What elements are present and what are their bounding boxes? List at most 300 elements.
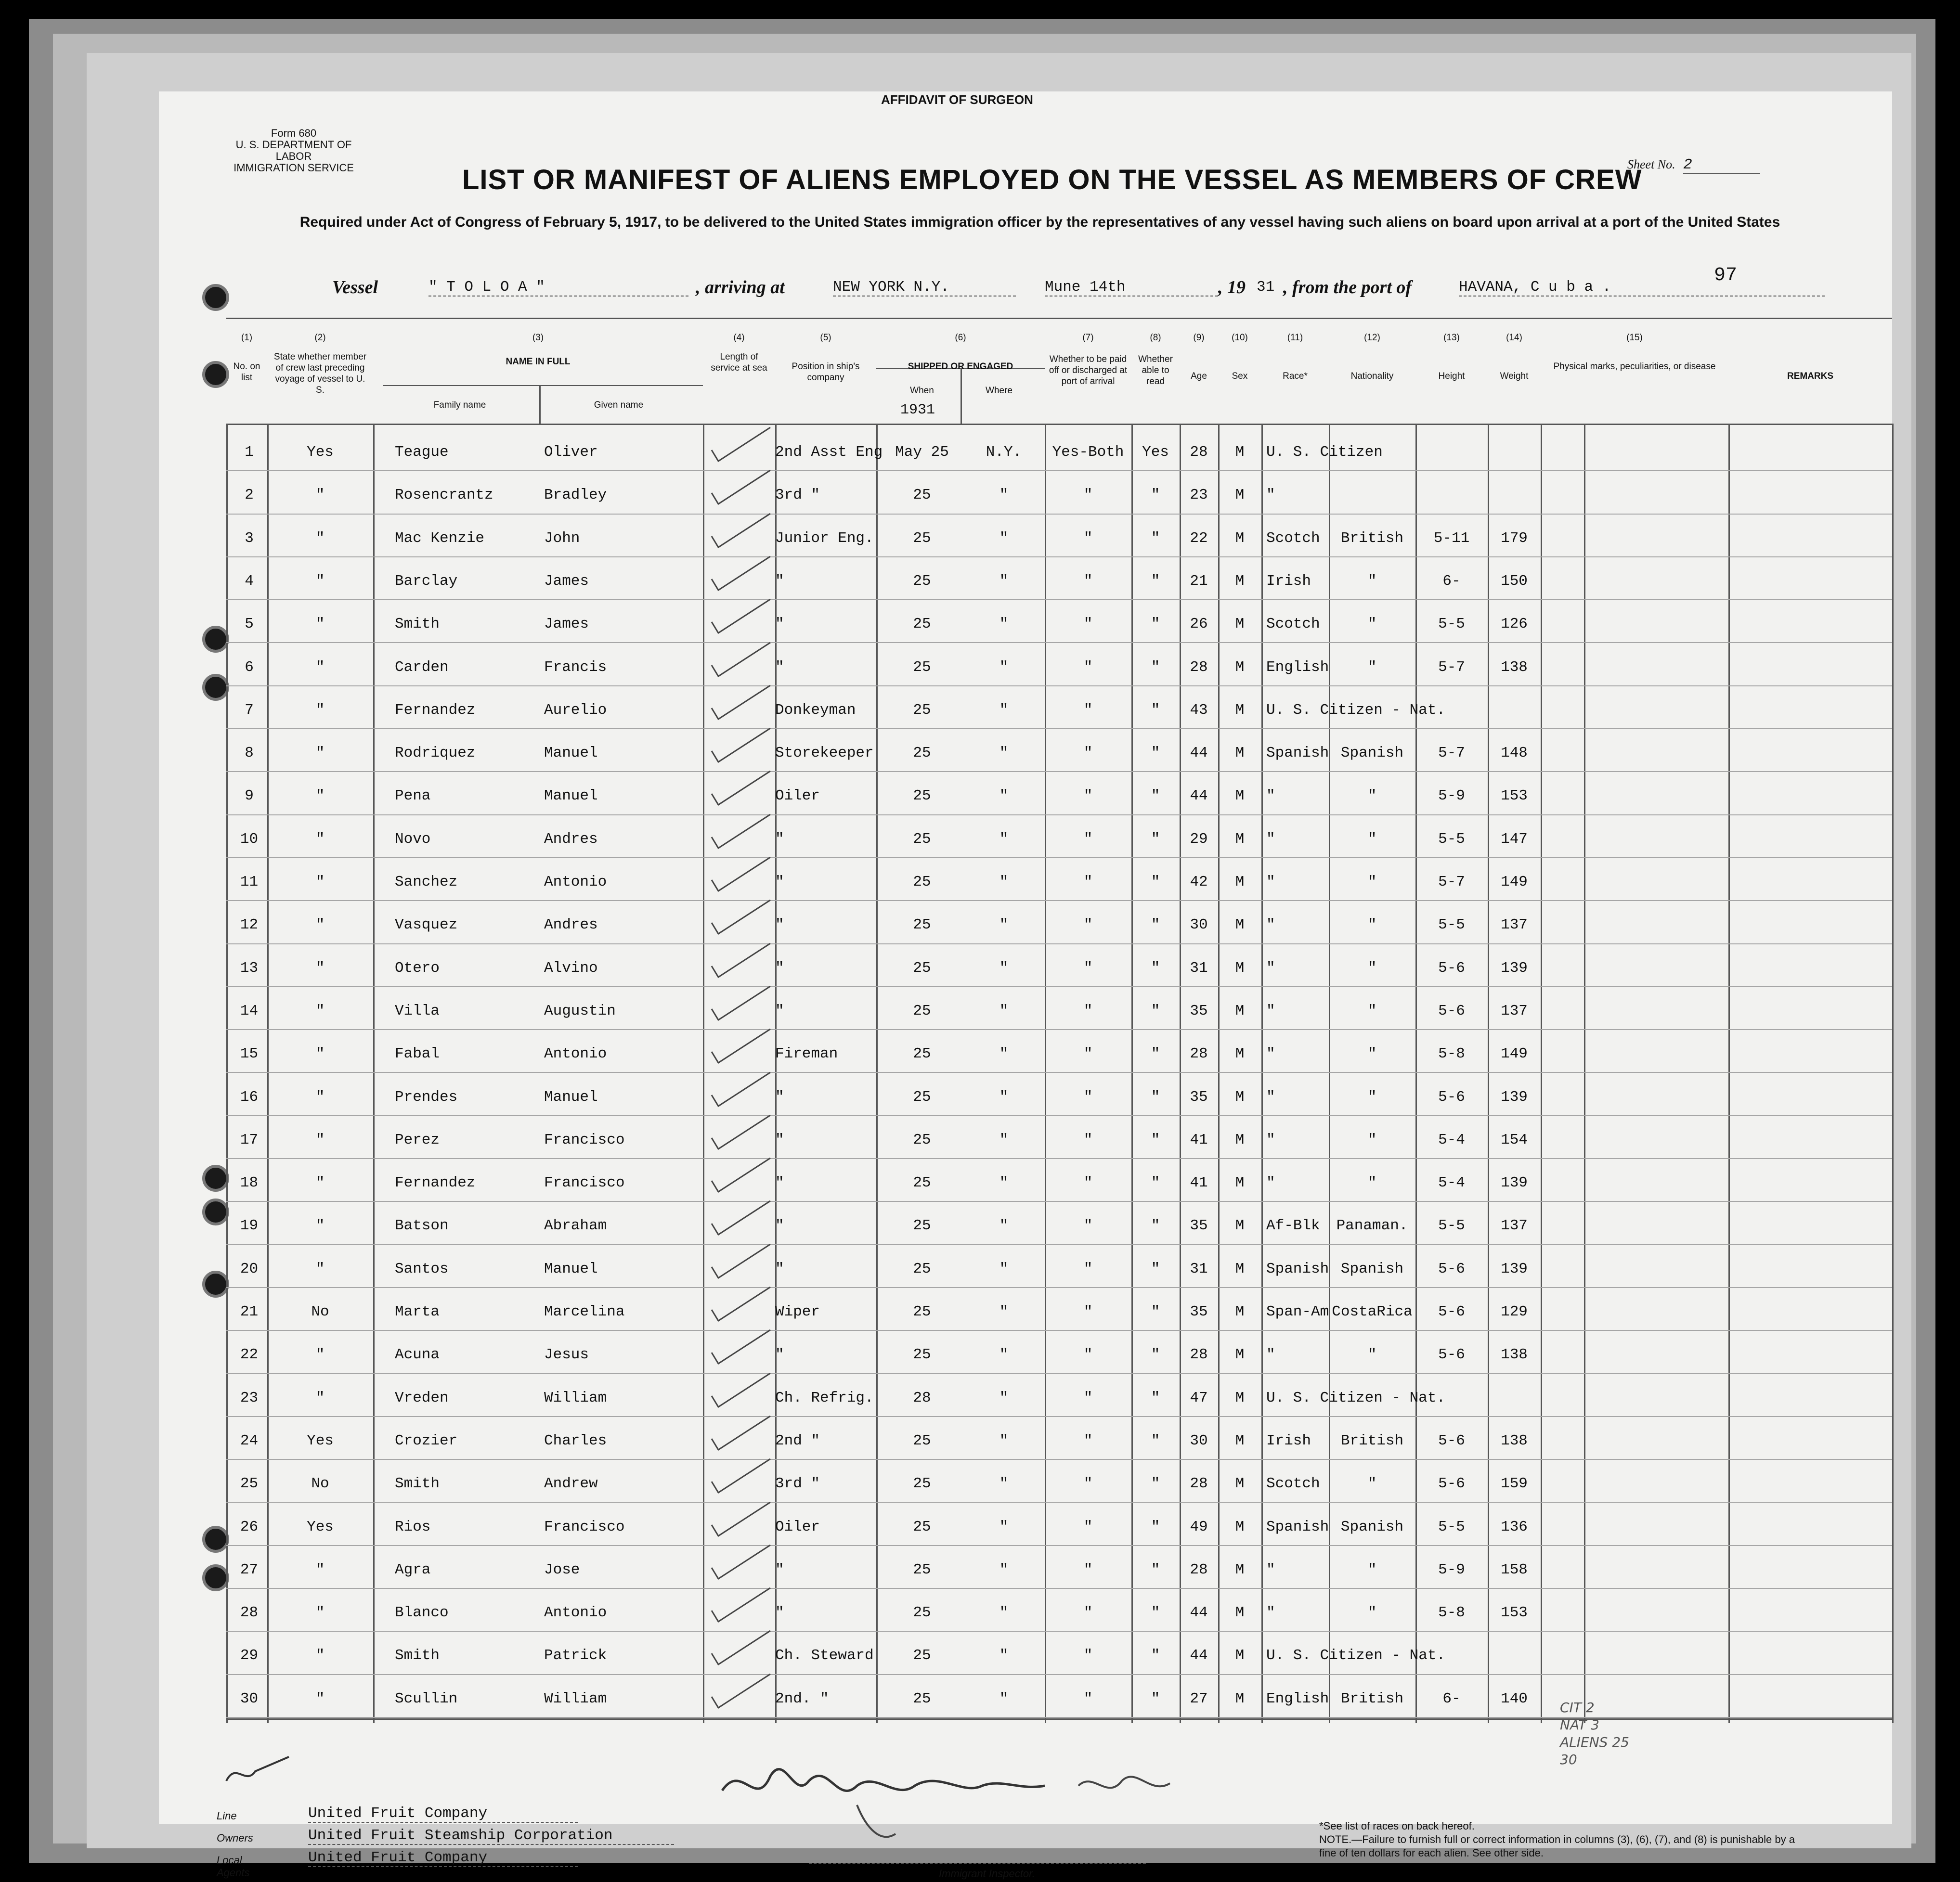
family-name: Pena [395,787,431,805]
row-number: 5 [245,616,254,633]
weight: 137 [1501,916,1528,934]
age: 30 [1190,916,1208,934]
shipped-where: " [999,1045,1009,1063]
row-number: 11 [240,874,259,890]
prior-voyage: Yes [307,444,334,461]
race: U. S. Citizen [1266,444,1383,461]
able-to-read: " [1151,1045,1160,1063]
table-row [159,1460,1892,1498]
prior-voyage: " [315,529,325,547]
nationality: " [1367,1131,1377,1148]
height: 5-4 [1438,1131,1465,1148]
row-number: 24 [240,1432,259,1449]
position: " [775,1260,784,1277]
given-name: Oliver [544,444,598,461]
paid-off: " [1083,1174,1093,1192]
age: 44 [1190,745,1208,762]
check-mark-icon [708,639,775,682]
paid-off: " [1083,1518,1093,1535]
position: 3rd " [775,487,820,504]
family-name: Sanchez [395,874,458,890]
tally-nat: NAT 3 [1560,1717,1599,1733]
position: " [775,658,784,676]
paid-off: " [1083,529,1093,547]
position: " [775,1002,784,1019]
position: 2nd. " [775,1690,829,1707]
penalty-note: NOTE.—Failure to furnish full or correct information in columns (3), (6), (7), and (8) is punishable by a fine of ten dollars for each alien. See other side. [1319,1833,1795,1859]
height: 5-5 [1438,616,1465,633]
race: Span-Am [1266,1303,1329,1320]
table-row [159,515,1892,553]
age: 29 [1190,830,1208,848]
row-number: 23 [240,1389,259,1406]
given-name: Manuel [544,745,598,762]
table-row [159,1073,1892,1112]
prior-voyage: " [315,616,325,633]
able-to-read: " [1151,658,1160,676]
check-mark-icon [708,682,775,725]
race: Scotch [1266,616,1320,633]
row-number: 3 [245,529,254,547]
paid-off: " [1083,572,1093,590]
family-name: Rios [395,1518,431,1535]
shipped-when: 25 [913,916,931,934]
column-label: Physical marks, peculiarities, or disease [1553,361,1716,372]
column-number: (7) [1082,333,1094,343]
family-name-header: Family name [433,400,486,410]
weight: 148 [1501,745,1528,762]
shipped-when: 28 [913,1389,931,1406]
check-mark-icon [708,811,775,854]
prior-voyage: " [315,701,325,719]
year-prefix: , 19 [1218,277,1246,297]
voyage-line [332,277,1834,301]
prior-voyage: " [315,1174,325,1192]
family-name: Batson [395,1217,449,1235]
given-name: Francisco [544,1174,625,1192]
shipped-when: 25 [913,572,931,590]
given-name: Charles [544,1432,607,1449]
row-number: 22 [240,1346,259,1364]
from-label: , from the port of [1283,277,1412,297]
table-row [159,686,1892,725]
shipped-when: 25 [913,874,931,890]
table-row [159,1374,1892,1413]
check-mark-icon [708,1498,775,1542]
nationality: " [1367,959,1377,977]
page-title: LIST OR MANIFEST OF ALIENS EMPLOYED ON THE VESSEL AS MEMBERS OF CREW [462,164,1642,195]
arrival-year: 31 [1257,279,1275,296]
department-name: U. S. DEPARTMENT OF LABOR [235,139,352,162]
paid-off: " [1083,1346,1093,1364]
shipped-where: " [999,745,1009,762]
given-name: William [544,1690,607,1707]
column-rule [961,368,962,424]
race: " [1266,1045,1275,1063]
nationality: " [1367,616,1377,633]
races-note: *See list of races on back hereof. [1319,1820,1475,1832]
position: " [775,916,784,934]
prior-voyage: " [315,830,325,848]
table-row [159,1503,1892,1542]
initials-mark [221,1752,299,1791]
row-rule [226,1717,1892,1718]
prior-voyage: " [315,1217,325,1235]
tally-aliens: ALIENS 25 [1560,1734,1629,1750]
table-row [159,1675,1892,1714]
column-number: (8) [1150,333,1161,343]
position: " [775,1346,784,1364]
paid-off: " [1083,1561,1093,1578]
family-name: Otero [395,959,440,977]
family-name: Fernandez [395,1174,476,1192]
age: 27 [1190,1690,1208,1707]
sex: M [1235,874,1245,890]
shipped-where: " [999,1475,1009,1493]
family-name: Fabal [395,1045,440,1063]
weight: 159 [1501,1475,1528,1493]
nationality: " [1367,1604,1377,1622]
shipped-where: " [999,1174,1009,1192]
age: 35 [1190,1303,1208,1320]
weight: 129 [1501,1303,1528,1320]
able-to-read: " [1151,572,1160,590]
shipped-when: 25 [913,1217,931,1235]
able-to-read: " [1151,1088,1160,1106]
paid-off: Yes-Both [1052,444,1124,461]
age: 28 [1190,658,1208,676]
row-number: 29 [240,1647,259,1664]
sex: M [1235,616,1245,633]
paid-off: " [1083,1432,1093,1449]
nationality: Spanish [1340,1518,1404,1535]
check-mark-icon [708,1197,775,1240]
column-label: Age [1191,371,1207,381]
check-mark-icon [708,1154,775,1198]
height: 5-6 [1438,959,1465,977]
table-row [159,1159,1892,1198]
able-to-read: " [1151,701,1160,719]
paid-off: " [1083,1604,1093,1622]
column-number: (5) [820,333,831,343]
prior-voyage: " [315,959,325,977]
race: Irish [1266,572,1311,590]
prior-voyage: " [315,1389,325,1406]
able-to-read: " [1151,1260,1160,1277]
height: 5-5 [1438,1217,1465,1235]
prior-voyage: " [315,1002,325,1019]
age: 35 [1190,1088,1208,1106]
weight: 147 [1501,830,1528,848]
nationality: British [1340,529,1404,547]
nationality: " [1367,1045,1377,1063]
table-row [159,1245,1892,1284]
service-name: IMMIGRATION SERVICE [234,162,354,174]
row-number: 27 [240,1561,259,1578]
column-number: (11) [1287,333,1303,343]
family-name: Barclay [395,572,458,590]
paid-off: " [1083,1217,1093,1235]
shipped-when: 25 [913,745,931,762]
race: " [1266,487,1275,504]
nationality: " [1367,787,1377,805]
age: 22 [1190,529,1208,547]
family-name: Acuna [395,1346,440,1364]
paid-off: " [1083,1002,1093,1019]
height: 5-7 [1438,874,1465,890]
row-number: 6 [245,658,254,676]
weight: 139 [1501,959,1528,977]
nationality: " [1367,658,1377,676]
position: " [775,1088,784,1106]
check-mark-icon [708,940,775,983]
race: " [1266,874,1275,890]
age: 44 [1190,1647,1208,1664]
given-name: James [544,572,589,590]
family-name: Scullin [395,1690,458,1707]
shipped-where: " [999,1303,1009,1320]
check-mark-icon [708,1455,775,1498]
able-to-read: " [1151,1604,1160,1622]
paid-off: " [1083,830,1093,848]
race: " [1266,787,1275,805]
check-mark-icon [708,553,775,596]
sex: M [1235,1604,1245,1622]
row-number: 8 [245,745,254,762]
given-name: Jesus [544,1346,589,1364]
column-label: Race* [1283,371,1308,381]
shipped-when: 25 [913,1303,931,1320]
shipped-when: 25 [913,487,931,504]
sex: M [1235,1088,1245,1106]
arriving-label: , arriving at [696,277,785,297]
height: 5-6 [1438,1002,1465,1019]
able-to-read: " [1151,1131,1160,1148]
shipped-when: 25 [913,787,931,805]
row-number: 13 [240,959,259,977]
family-name: Mac Kenzie [395,529,485,547]
table-row [159,471,1892,510]
prior-voyage: " [315,1690,325,1707]
shipped-where: " [999,1647,1009,1664]
able-to-read: " [1151,1432,1160,1449]
shipped-when: 25 [913,1690,931,1707]
shipped-where: " [999,1389,1009,1406]
paid-off: " [1083,874,1093,890]
sex: M [1235,745,1245,762]
shipped-where: " [999,916,1009,934]
shipped-when: 25 [913,1045,931,1063]
check-mark-icon [708,424,775,467]
race: Af-Blk [1266,1217,1320,1235]
race: " [1266,916,1275,934]
row-number: 26 [240,1518,259,1535]
given-name: Bradley [544,487,607,504]
age: 28 [1190,1045,1208,1063]
able-to-read: " [1151,1002,1160,1019]
height: 5-5 [1438,830,1465,848]
weight: 154 [1501,1131,1528,1148]
height: 6- [1442,572,1461,590]
family-name: Crozier [395,1432,458,1449]
paid-off: " [1083,1088,1093,1106]
row-number: 17 [240,1131,259,1148]
check-mark-icon [708,982,775,1026]
table-row [159,644,1892,682]
row-number: 15 [240,1045,259,1063]
race: English [1266,1690,1329,1707]
shipped-where: " [999,701,1009,719]
race: Spanish [1266,745,1329,762]
height: 6- [1442,1690,1461,1707]
family-name: Carden [395,658,449,676]
given-name: James [544,616,589,633]
check-mark-icon [708,1240,775,1284]
sex: M [1235,1045,1245,1063]
sex: M [1235,1389,1245,1406]
shipped-when: 25 [913,1346,931,1364]
nationality: " [1367,572,1377,590]
table-row [159,944,1892,983]
arrival-port: NEW YORK N.Y. [833,279,1016,296]
family-name: Marta [395,1303,440,1320]
height: 5-6 [1438,1088,1465,1106]
sex: M [1235,1131,1245,1148]
table-row [159,428,1892,467]
table-row [159,1589,1892,1627]
height: 5-6 [1438,1260,1465,1277]
given-name: Manuel [544,1088,598,1106]
weight: 158 [1501,1561,1528,1578]
shipped-where: " [999,959,1009,977]
shipped-where: " [999,1518,1009,1535]
paid-off: " [1083,745,1093,762]
prior-voyage: " [315,1260,325,1277]
height: 5-6 [1438,1346,1465,1364]
check-mark-icon [708,724,775,768]
weight: 153 [1501,1604,1528,1622]
stamp-number: 97 [1714,265,1738,286]
shipped-when: 25 [913,1604,931,1622]
position: " [775,1561,784,1578]
sex: M [1235,444,1245,461]
table-row [159,600,1892,639]
sex: M [1235,658,1245,676]
agents-value: United Fruit Company [308,1849,578,1867]
race: U. S. Citizen - Nat. [1266,1389,1446,1406]
check-mark-icon [708,1369,775,1413]
position: Oiler [775,1518,820,1535]
sheet-number [1627,156,1760,174]
line-label: Line [217,1810,237,1822]
age: 44 [1190,787,1208,805]
able-to-read: " [1151,830,1160,848]
position: 2nd Asst Eng [775,444,883,461]
paid-off: " [1083,1647,1093,1664]
given-name: Augustin [544,1002,616,1019]
age: 47 [1190,1389,1208,1406]
column-number: (3) [532,333,544,343]
age: 26 [1190,616,1208,633]
sex: M [1235,916,1245,934]
check-mark-icon [708,1111,775,1155]
row-number: 7 [245,701,254,719]
able-to-read: " [1151,1389,1160,1406]
inspector-label: Immigrant Inspector. [939,1868,1035,1880]
column-rule [1892,424,1894,1723]
sex: M [1235,1217,1245,1235]
given-name: Aurelio [544,701,607,719]
sex: M [1235,1690,1245,1707]
paid-off: " [1083,1303,1093,1320]
column-number: (6) [955,333,966,343]
race: Spanish [1266,1260,1329,1277]
age: 30 [1190,1432,1208,1449]
paid-off: " [1083,959,1093,977]
able-to-read: " [1151,1217,1160,1235]
shipped-when: 25 [913,1002,931,1019]
age: 23 [1190,487,1208,504]
shipped-when: 25 [913,1174,931,1192]
shipped-when: 25 [913,959,931,977]
shipped-when: 25 [913,529,931,547]
race: " [1266,959,1275,977]
family-name: Fernandez [395,701,476,719]
row-number: 20 [240,1260,259,1277]
able-to-read: Yes [1142,444,1169,461]
departure-port: HAVANA, C u b a . [1459,279,1825,296]
table-row [159,1632,1892,1670]
column-label: Height [1438,371,1465,381]
agents-label: Local Agents [217,1854,250,1879]
weight: 138 [1501,1432,1528,1449]
column-label: Weight [1500,371,1529,381]
column-number: (14) [1506,333,1522,343]
nationality: " [1367,916,1377,934]
prior-voyage: No [311,1475,329,1493]
inspector-line [809,1863,1146,1864]
prior-voyage: Yes [307,1432,334,1449]
age: 28 [1190,1475,1208,1493]
column-label: Whether to be paid off or discharged at port of arrival [1049,354,1128,387]
affidavit-heading: AFFIDAVIT OF SURGEON [881,92,1033,107]
shipped-when: 25 [913,1432,931,1449]
prior-voyage: " [315,1604,325,1622]
family-name: Vasquez [395,916,458,934]
able-to-read: " [1151,1518,1160,1535]
age: 28 [1190,1561,1208,1578]
column-number: (9) [1193,333,1205,343]
sex: M [1235,1174,1245,1192]
family-name: Santos [395,1260,449,1277]
nationality: Spanish [1340,1260,1404,1277]
able-to-read: " [1151,1690,1160,1707]
table-row [159,557,1892,596]
given-name: Andres [544,916,598,934]
subheader-rule [383,385,703,386]
given-name: Andres [544,830,598,848]
prior-voyage: " [315,1346,325,1364]
shipped-where: " [999,1002,1009,1019]
vessel-label: Vessel [332,277,378,297]
column-label: SHIPPED OR ENGAGED [908,361,1013,372]
column-label: NAME IN FULL [506,357,571,367]
position: Storekeeper [775,745,874,762]
given-name: William [544,1389,607,1406]
shipped-where: " [999,1131,1009,1148]
table-top-rule [226,318,1892,319]
nationality: " [1367,830,1377,848]
